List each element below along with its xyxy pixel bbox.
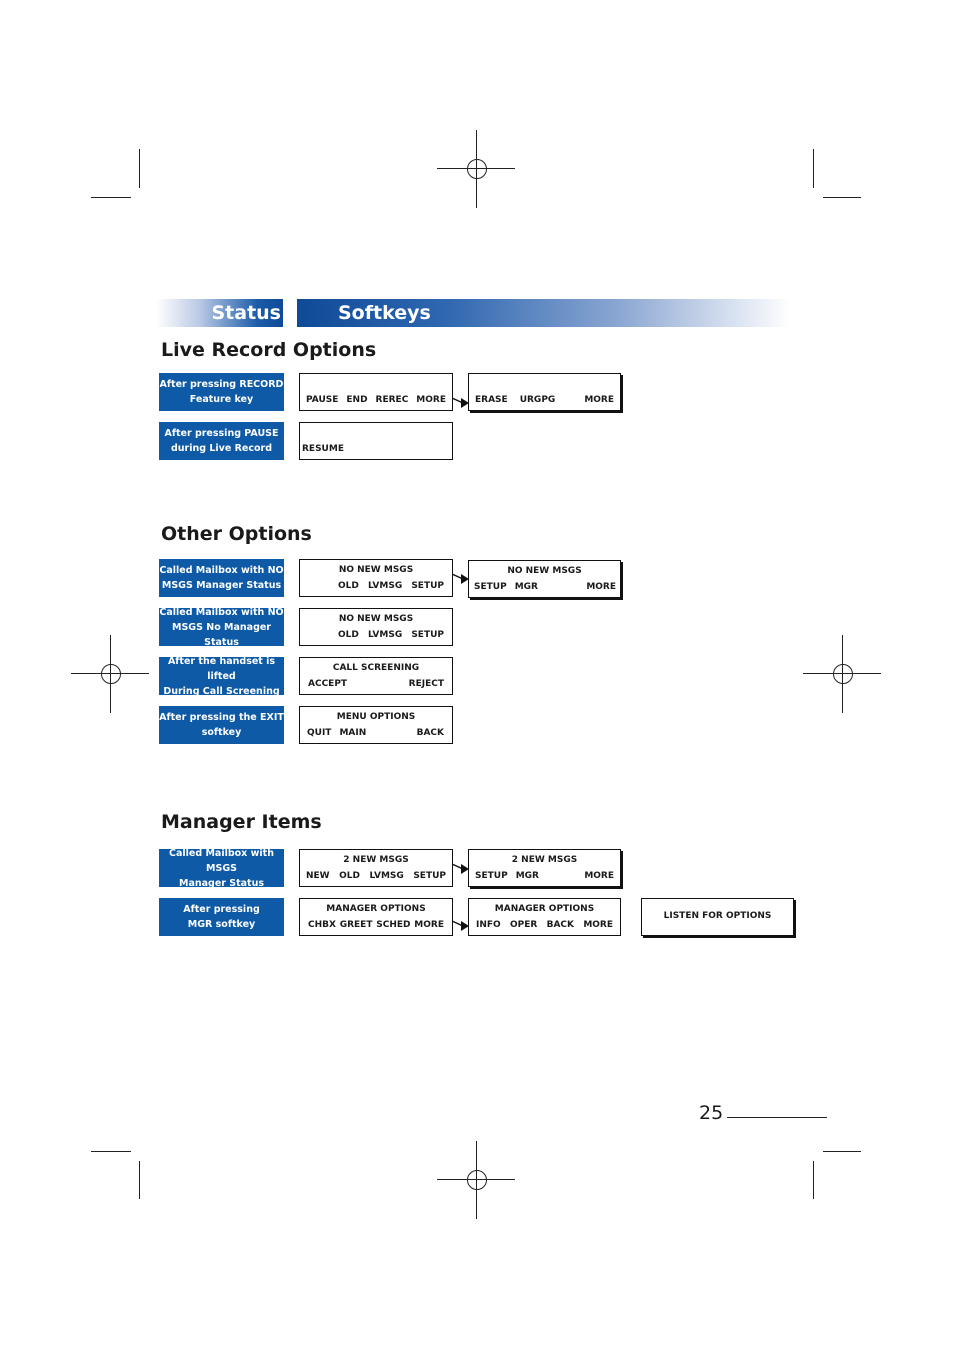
softkey-old: OLD xyxy=(338,630,359,640)
lcd-status-line: 2 NEW MSGS xyxy=(511,855,578,865)
softkey-more: MORE xyxy=(584,871,614,881)
softkey-old: OLD xyxy=(339,871,360,881)
softkey-lvmsg: LVMSG xyxy=(369,871,404,881)
softkey-setup: SETUP xyxy=(411,581,444,591)
softkey-info: INFO xyxy=(476,920,501,930)
label-other-3: After the handset is lifted During Call Screening xyxy=(159,657,284,695)
lcd-status-line: NO NEW MSGS xyxy=(338,614,414,624)
lcd-status-line: CALL SCREENING xyxy=(332,663,420,673)
lcd-screen xyxy=(299,657,453,695)
softkey-sched: SCHED xyxy=(376,920,411,930)
label-other-2: Called Mailbox with NO MSGS No Manager Status xyxy=(159,606,284,648)
crop-mark xyxy=(813,1161,814,1199)
lcd-status-line: MANAGER OPTIONS xyxy=(494,904,595,914)
softkey-back: BACK xyxy=(546,920,575,930)
crop-mark xyxy=(139,1161,140,1199)
label-manager-2: After pressing MGR softkey xyxy=(159,898,284,936)
softkey-chbx: CHBX xyxy=(308,920,336,930)
lcd-screen xyxy=(468,898,621,936)
lcd-screen xyxy=(299,373,453,411)
crop-mark xyxy=(91,197,131,198)
softkey-back: BACK xyxy=(416,728,444,738)
softkey-oper: OPER xyxy=(509,920,538,930)
lcd-status-line: NO NEW MSGS xyxy=(507,566,582,576)
softkey-reject: REJECT xyxy=(408,679,444,689)
softkey-resume: RESUME xyxy=(302,444,344,454)
lcd-status-line: MANAGER OPTIONS xyxy=(326,904,426,914)
section-title-other: Other Options xyxy=(161,523,312,545)
header-status-title: Status xyxy=(211,302,281,324)
softkey-setup: SETUP xyxy=(413,871,446,881)
softkey-new: NEW xyxy=(306,871,330,881)
crop-mark xyxy=(823,197,861,198)
lcd-screen xyxy=(468,849,621,887)
softkey-more: MORE xyxy=(416,395,446,405)
softkey-more: MORE xyxy=(586,582,616,592)
header-softkeys-title: Softkeys xyxy=(338,302,431,324)
page-number: 25 xyxy=(699,1102,724,1124)
section-title-manager: Manager Items xyxy=(161,811,322,833)
softkey-urgpg: URGPG xyxy=(519,395,556,405)
softkey-more: MORE xyxy=(414,920,444,930)
section-title-live-record: Live Record Options xyxy=(161,339,377,361)
softkey-old: OLD xyxy=(338,581,359,591)
lcd-screen xyxy=(468,560,621,598)
label-live-record-1: After pressing RECORD Feature key xyxy=(159,373,284,411)
lcd-status-line: LISTEN FOR OPTIONS xyxy=(663,911,772,921)
registration-mark xyxy=(803,649,881,699)
registration-mark xyxy=(437,144,515,194)
label-other-1: Called Mailbox with NO MSGS Manager Status xyxy=(159,559,284,597)
header-band-softkeys xyxy=(297,299,791,327)
lcd-screen xyxy=(299,849,453,887)
registration-mark xyxy=(71,649,149,699)
lcd-status-line: MENU OPTIONS xyxy=(336,712,416,722)
label-other-4: After pressing the EXIT softkey xyxy=(159,706,284,744)
crop-mark xyxy=(91,1151,131,1152)
page-number-rule xyxy=(727,1117,827,1118)
softkey-lvmsg: LVMSG xyxy=(367,630,403,640)
lcd-screen xyxy=(641,898,794,936)
softkey-quit: QUIT xyxy=(307,728,332,738)
softkey-setup: SETUP xyxy=(475,871,508,881)
softkey-main: MAIN xyxy=(339,728,367,738)
softkey-rerec: REREC xyxy=(375,395,409,405)
registration-mark xyxy=(437,1155,515,1205)
lcd-status-line: 2 NEW MSGS xyxy=(343,855,409,865)
crop-mark xyxy=(823,1151,861,1152)
lcd-screen xyxy=(299,706,453,744)
softkey-lvmsg: LVMSG xyxy=(367,581,403,591)
softkey-more: MORE xyxy=(584,395,614,405)
lcd-screen xyxy=(299,559,453,597)
softkey-accept: ACCEPT xyxy=(308,679,348,689)
header-band-status xyxy=(156,299,283,327)
label-manager-1: Called Mailbox with MSGS Manager Status xyxy=(159,849,284,887)
softkey-mgr: MGR xyxy=(514,582,538,592)
label-live-record-2: After pressing PAUSE during Live Record xyxy=(159,422,284,460)
lcd-screen xyxy=(299,898,453,936)
softkey-setup: SETUP xyxy=(474,582,507,592)
softkey-more: MORE xyxy=(583,920,613,930)
softkey-setup: SETUP xyxy=(411,630,444,640)
crop-mark xyxy=(813,149,814,188)
crop-mark xyxy=(139,149,140,188)
lcd-screen xyxy=(299,422,453,460)
softkey-pause: PAUSE xyxy=(306,395,339,405)
softkey-end: END xyxy=(346,395,368,405)
lcd-status-line: NO NEW MSGS xyxy=(338,565,414,575)
softkey-erase: ERASE xyxy=(475,395,508,405)
softkey-mgr: MGR xyxy=(515,871,539,881)
lcd-screen xyxy=(468,373,621,411)
lcd-screen xyxy=(299,608,453,646)
softkey-greet: GREET xyxy=(339,920,373,930)
